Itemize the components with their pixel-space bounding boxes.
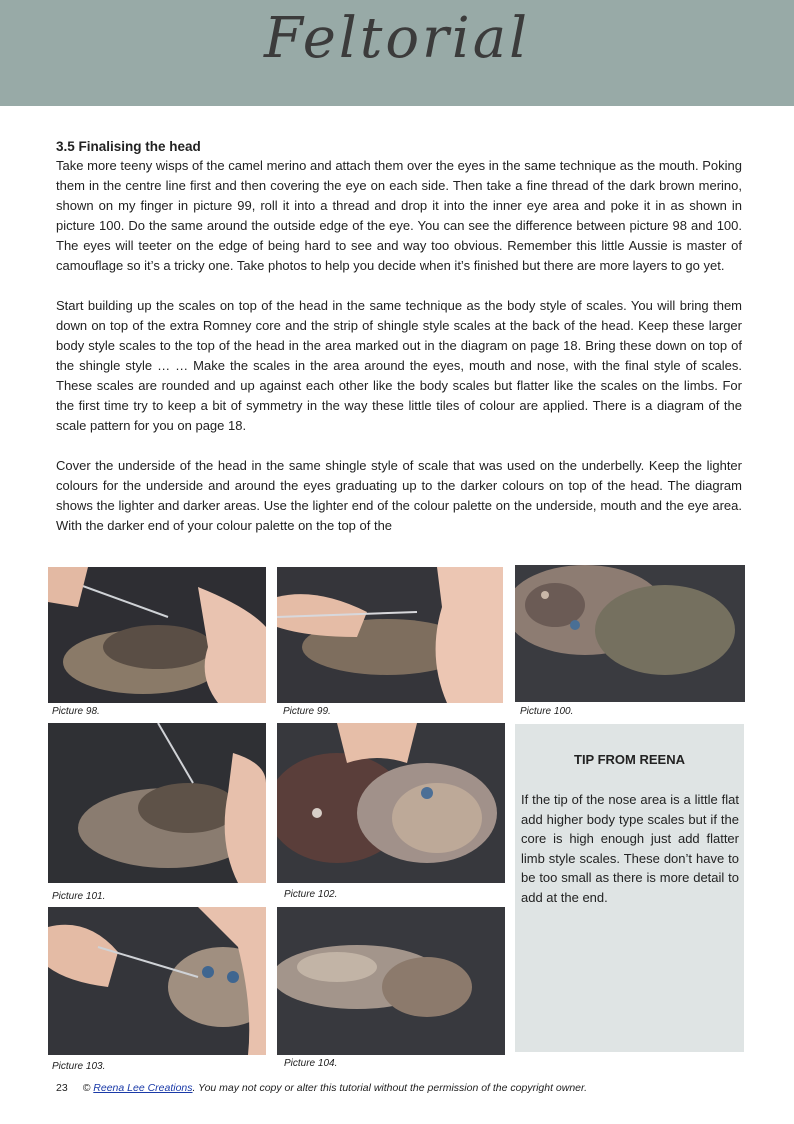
caption-103: Picture 103. [52, 1061, 106, 1072]
copyright-link[interactable]: Reena Lee Creations [93, 1082, 193, 1094]
header-banner [0, 0, 794, 106]
section-heading: 3.5 Finalising the head [56, 139, 201, 154]
main-content [56, 138, 742, 556]
photo-101 [48, 723, 266, 883]
photo-98 [48, 567, 266, 703]
paragraph-2: Start building up the scales on top of the head in the same technique as the body style of scales. You will bring them down on top of the extra Romney core and the strip of shingle style scales at the back of the head. Keep these larger body style scales to the top of the head in the area marked out in the diagram on page 18. Bring these down on top of the shingle style … … Make the scales in the area around the eyes, mouth and nose, with the final style of scales. These scales are rounded and up against each other like the body scales but flatter like the scales on the limbs. For the first time try to keep a bit of symmetry in the way these little tiles of colour are applied. There is a diagram of the scale pattern for you on page 18. [56, 298, 742, 433]
photo-104 [277, 907, 505, 1055]
paragraph-3: Cover the underside of the head in the same shingle style of scale that was used on the underbelly. Keep the lighter colours for the underside and around the eyes graduating up to the darker colours on top of the head. The diagram shows the lighter and darker areas. Use the lighter end of the colour palette on the underside, mouth and the eye area. With the darker end of your colour palette on the top of the [56, 458, 742, 533]
paragraph-1: Take more teeny wisps of the camel merino and attach them over the eyes in the same technique as the mouth. Poking them in the centre line first and then covering the eye on each side. Then take a fine thread of the dark brown merino, shown on my finger in picture 99, roll it into a thread and drop it into the inner eye area and poke it in as shown in picture 100. Do the same around the outside edge of the eye. You can see the difference between picture 98 and 100. The eyes will teeter on the edge of being hard to see and way too obvious. Remember this little Aussie is master of camouflage so it’s a tricky one. Take photos to help you decide when it’s finished but there are more layers to go yet. [56, 158, 742, 273]
page-title: Feltorial [263, 6, 531, 71]
tip-body: If the tip of the nose area is a little flat add higher body type scales but if the core is high enough just add flatter limb style scales. These don’t have to be too small as there is more detail to add at the end. [521, 792, 739, 905]
caption-101: Picture 101. [52, 891, 106, 902]
caption-102: Picture 102. [284, 889, 338, 900]
footer [56, 1082, 587, 1094]
tip-title: TIP FROM REENA [574, 752, 685, 767]
photo-102 [277, 723, 505, 883]
caption-99: Picture 99. [283, 706, 331, 717]
tip-box [515, 724, 744, 1052]
photo-99 [277, 567, 503, 703]
caption-104: Picture 104. [284, 1058, 338, 1069]
copyright-notice: . You may not copy or alter this tutorial without the permission of the copyright owner. [192, 1082, 588, 1094]
caption-98: Picture 98. [52, 706, 100, 717]
caption-100: Picture 100. [520, 706, 574, 717]
photo-103 [48, 907, 266, 1055]
page-number: 23 [56, 1082, 68, 1094]
photo-100 [515, 565, 745, 702]
copyright-symbol: © [82, 1082, 91, 1094]
